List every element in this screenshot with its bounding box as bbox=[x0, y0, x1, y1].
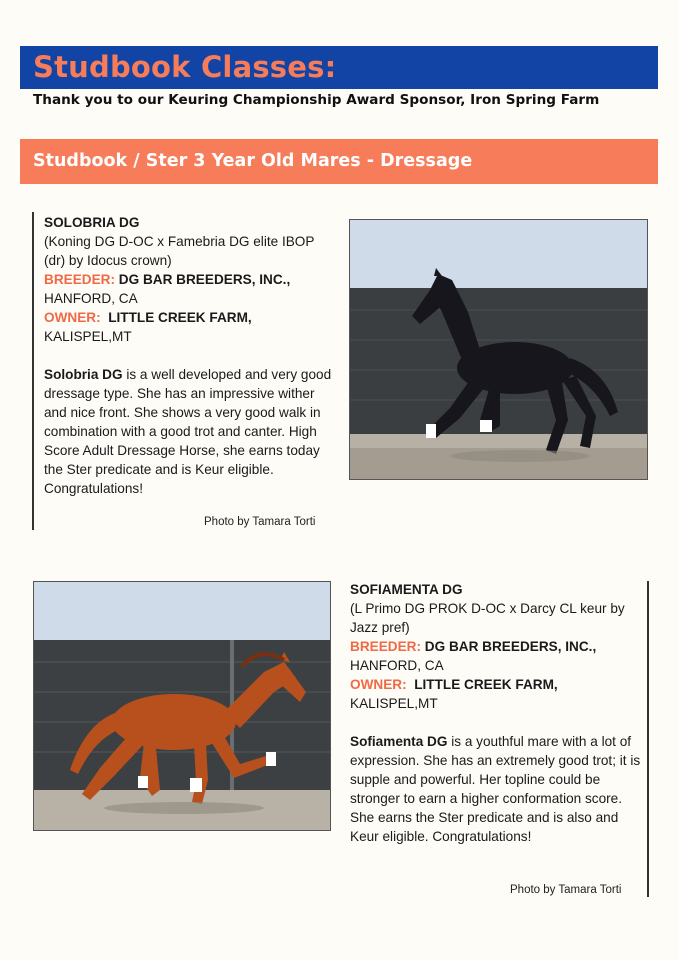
entry-2-description bbox=[350, 732, 642, 846]
breeder-label: BREEDER: bbox=[44, 272, 115, 287]
breeder-name: DG BAR BREEDERS, INC., bbox=[424, 639, 597, 654]
owner-name: LITTLE CREEK FARM, bbox=[108, 310, 252, 325]
header-banner bbox=[20, 46, 658, 89]
entry-1-photo bbox=[349, 219, 648, 480]
entry-1-owner-line bbox=[44, 308, 334, 327]
entry-1-name: SOLOBRIA DG bbox=[44, 215, 140, 230]
entry-1-desc-name: Solobria DG bbox=[44, 367, 123, 382]
entry-2-pedigree: (L Primo DG PROK D-OC x Darcy CL keur by Jazz pref) bbox=[350, 601, 625, 635]
entry-1-rule bbox=[32, 212, 34, 530]
entry-1-desc-text: is a well developed and very good dressage type. She has an impressive wither and nice front. She shows a very good walk in combination with a good trot and canter. High Score Adult Dressage Horse, she earns today the Ster predicate and is Keur eligible. Congratulations! bbox=[44, 367, 332, 496]
entry-2-text bbox=[350, 580, 642, 846]
entry-2-owner-location: KALISPEL,MT bbox=[350, 696, 438, 711]
owner-name: LITTLE CREEK FARM, bbox=[414, 677, 558, 692]
owner-label: OWNER: bbox=[44, 310, 101, 325]
entry-1-owner-location: KALISPEL,MT bbox=[44, 329, 132, 344]
entry-1-pedigree: (Koning DG D-OC x Famebria DG elite IBOP (dr) by Idocus crown) bbox=[44, 234, 315, 268]
entry-2-desc-text: is a youthful mare with a lot of expression. She has an extremely good trot; it is supple and powerful. Her topline could be stronger to earn a higher conformation score. She earns the Ster predicate and is also and Keur eligible. Congratulations! bbox=[350, 734, 641, 844]
entry-2-breeder-line bbox=[350, 637, 642, 656]
section-bar bbox=[20, 139, 658, 184]
owner-label: OWNER: bbox=[350, 677, 407, 692]
breeder-label: BREEDER: bbox=[350, 639, 421, 654]
entry-2-photo-credit: Photo by Tamara Torti bbox=[510, 884, 622, 896]
entry-1-photo-credit: Photo by Tamara Torti bbox=[204, 516, 316, 528]
entry-1-breeder-line bbox=[44, 270, 334, 289]
entry-1-breeder-location: HANFORD, CA bbox=[44, 291, 138, 306]
entry-2-owner-line bbox=[350, 675, 642, 694]
entry-1-description bbox=[44, 365, 334, 498]
entry-2-desc-name: Sofiamenta DG bbox=[350, 734, 448, 749]
breeder-name: DG BAR BREEDERS, INC., bbox=[118, 272, 291, 287]
entry-2-name: SOFIAMENTA DG bbox=[350, 582, 463, 597]
sponsor-line: Thank you to our Keuring Championship Award Sponsor, Iron Spring Farm bbox=[33, 92, 600, 108]
entry-1-text bbox=[44, 213, 334, 498]
section-title: Studbook / Ster 3 Year Old Mares - Dressage bbox=[33, 151, 473, 171]
entry-2-breeder-location: HANFORD, CA bbox=[350, 658, 444, 673]
page-title: Studbook Classes: bbox=[33, 50, 337, 84]
entry-2-photo bbox=[33, 581, 331, 831]
entry-2-rule bbox=[647, 581, 649, 897]
